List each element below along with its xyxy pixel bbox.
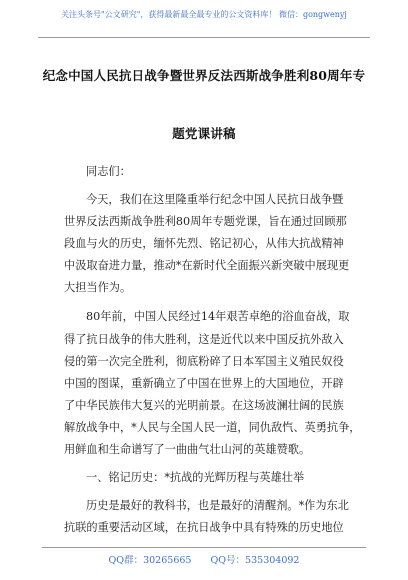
header-divider xyxy=(38,37,370,38)
section-heading-1: 一、铭记历史：*抗战的光辉历程与英雄壮举 xyxy=(86,471,305,484)
paragraph-1-line: 段血与火的历史，缅怀先烈、铭记初心，从伟大抗战精神 xyxy=(64,237,344,250)
document-title-line-2: 题党课讲稿 xyxy=(172,126,236,141)
paragraph-2-line: 得了抗日战争的伟大胜利，这是近代以来中国反抗外敌入 xyxy=(64,333,344,346)
paragraph-1-line: 世界反法西斯战争胜利80周年专题党课，旨在通过回顾那 xyxy=(64,215,347,228)
page-header: 关注头条号"公文研究"，获得最新最全最专业的公文资料库！ 微信：gongwenyj xyxy=(61,10,347,19)
paragraph-3-line: 历史是最好的教科书，也是最好的清醒剂。*作为东北 xyxy=(86,499,349,512)
salutation: 同志们： xyxy=(86,165,131,178)
page-footer xyxy=(0,552,408,566)
paragraph-2-line: 了中华民族伟大复兴的光明前景。在这场波澜壮阔的民族 xyxy=(64,399,344,412)
paragraph-2-line: 80年前，中国人民经过14年艰苦卓绝的浴血奋战，取 xyxy=(86,310,350,323)
paragraph-1-line: 今天，我们在这里隆重举行纪念中国人民抗日战争暨 xyxy=(86,193,344,206)
footer-qq-group: QQ群：30265665 xyxy=(108,555,192,566)
document-title-line-1: 纪念中国人民抗日战争暨世界反法西斯战争胜利80周年专 xyxy=(42,68,366,83)
paragraph-2-line: 中国的图谋，重新确立了中国在世界上的大国地位，开辟 xyxy=(64,377,344,390)
paragraph-2-line: 用鲜血和生命谱写了一曲曲气壮山河的英雄赞歌。 xyxy=(64,443,311,456)
paragraph-2-line: 解放战争中，*人民与全国人民一道，同仇敌忾、英勇抗争， xyxy=(64,421,361,434)
footer-divider xyxy=(42,547,366,548)
paragraph-3-line: 抗联的重要活动区域，在抗日战争中具有特殊的历史地位 xyxy=(64,521,344,534)
paragraph-1-line: 大担当作为。 xyxy=(64,281,132,294)
footer-qq-number: QQ号：535304092 xyxy=(210,555,300,566)
paragraph-2-line: 侵的第一次完全胜利，彻底粉碎了日本军国主义殖民奴役 xyxy=(64,355,344,368)
paragraph-1-line: 中汲取奋进力量，推动*在新时代全面振兴新突破中展现更 xyxy=(64,259,350,272)
